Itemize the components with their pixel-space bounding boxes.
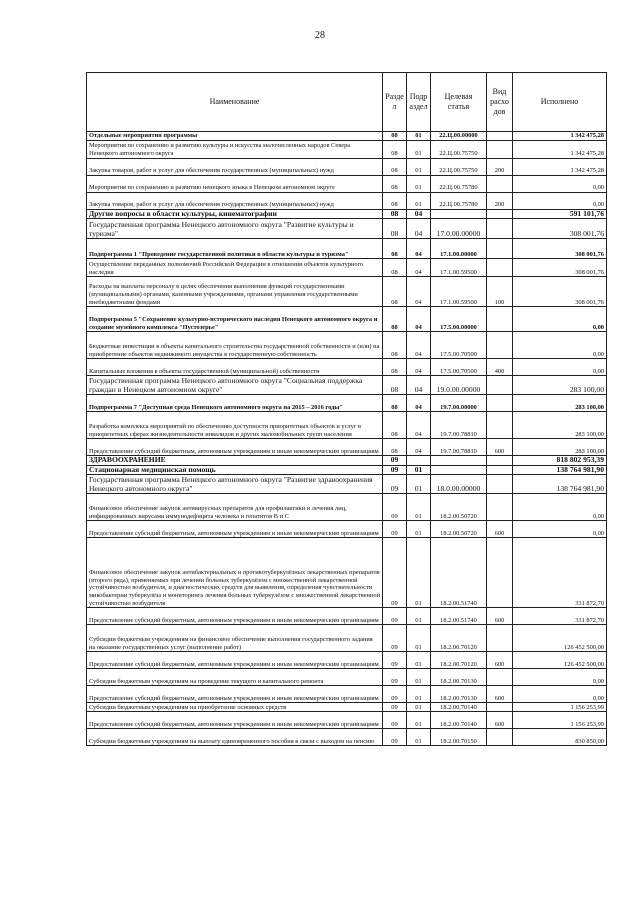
- cell-target-article: 22.Ц.00.00000: [431, 132, 487, 141]
- cell-expense-type: 600: [487, 712, 513, 729]
- cell-executed: 1 342 475,28: [513, 158, 607, 175]
- cell-name: Государственная программа Ненецкого автономного округа "Социальная поддержка граждан в Ненецком автономном округе": [87, 376, 383, 395]
- cell-subsection: 01: [407, 669, 431, 686]
- table-row: [87, 465, 607, 475]
- cell-expense-type: [487, 132, 513, 141]
- table-header-row: [87, 73, 607, 132]
- cell-section: 08: [383, 219, 407, 239]
- header-subsection: Подр аздел: [407, 73, 431, 132]
- cell-subsection: 04: [407, 412, 431, 439]
- cell-subsection: 04: [407, 219, 431, 239]
- cell-target-article: 17.1.00.59500: [431, 259, 487, 277]
- cell-section: 08: [383, 412, 407, 439]
- cell-target-article: 19.7.00.78810: [431, 439, 487, 456]
- cell-name: Субсидии бюджетным учреждениям на проведение текущего и капитального ремонта: [87, 669, 383, 686]
- header-section: Разде л: [383, 73, 407, 132]
- cell-section: 08: [383, 239, 407, 259]
- cell-target-article: 19.0.00.00000: [431, 376, 487, 395]
- cell-expense-type: 600: [487, 439, 513, 456]
- cell-section: 08: [383, 175, 407, 192]
- cell-name: Государственная программа Ненецкого автономного округа "Развитие культуры и туризма": [87, 219, 383, 239]
- cell-section: 08: [383, 376, 407, 395]
- cell-section: 09: [383, 475, 407, 494]
- cell-target-article: 18.2.00.70150: [431, 729, 487, 746]
- cell-executed: 0,00: [513, 669, 607, 686]
- cell-executed: 283 100,00: [513, 439, 607, 456]
- cell-target-article: 22.Ц.00.75750: [431, 140, 487, 158]
- cell-section: 09: [383, 669, 407, 686]
- cell-expense-type: 400: [487, 359, 513, 376]
- cell-name: Предоставление субсидий бюджетным, автономным учреждениям и иным некоммерческим организациям: [87, 686, 383, 703]
- cell-target-article: 18.0.00.00000: [431, 475, 487, 494]
- table-row: [87, 475, 607, 494]
- cell-target-article: 17.5.00.00000: [431, 307, 487, 332]
- cell-expense-type: 600: [487, 608, 513, 625]
- cell-target-article: 18.2.00.50720: [431, 494, 487, 521]
- cell-executed: 283 100,00: [513, 412, 607, 439]
- cell-name: Финансовое обеспечение закупок антибактериальных и противотуберкулёзных лекарственных препаратов (второго ряда), применяемых при лечении больных туберкулёзом с множественной лекарственной устойчивостью возбудителя, и диагностических средств для выявления, определения чувствительности микобактерии туберкулёза и мониторинга лечения больных туберкулёзом с множественной лекарственной устойчивостью возбудителя: [87, 538, 383, 608]
- table-row: [87, 219, 607, 239]
- cell-executed: 591 101,76: [513, 209, 607, 219]
- cell-executed: 283 100,00: [513, 395, 607, 412]
- cell-target-article: 17.5.00.70500: [431, 359, 487, 376]
- cell-subsection: [407, 456, 431, 466]
- table-row: [87, 277, 607, 307]
- cell-target-article: 18.2.00.70140: [431, 703, 487, 712]
- cell-executed: 0,00: [513, 359, 607, 376]
- cell-name: Государственная программа Ненецкого автономного округа "Развитие здравоохранения Ненецкого автономного округа": [87, 475, 383, 494]
- cell-name: Капитальные вложения в объекты государственной (муниципальной) собственности: [87, 359, 383, 376]
- header-executed: Исполнено: [513, 73, 607, 132]
- cell-subsection: 01: [407, 140, 431, 158]
- cell-subsection: 04: [407, 277, 431, 307]
- header-name: Наименование: [87, 73, 383, 132]
- cell-name: Подпрограмма 7 "Доступная среда Ненецкого автономного округа на 2015 – 2016 годы": [87, 395, 383, 412]
- cell-subsection: 01: [407, 538, 431, 608]
- cell-executed: 1 156 253,99: [513, 703, 607, 712]
- budget-execution-table: [86, 72, 607, 746]
- cell-expense-type: [487, 456, 513, 466]
- cell-target-article: 18.2.00.70130: [431, 686, 487, 703]
- cell-subsection: 04: [407, 239, 431, 259]
- table-row: [87, 521, 607, 538]
- table-row: [87, 158, 607, 175]
- cell-expense-type: [487, 209, 513, 219]
- cell-target-article: 17.0.00.00000: [431, 219, 487, 239]
- table-row: [87, 494, 607, 521]
- cell-name: Другие вопросы в области культуры, кинематографии: [87, 209, 383, 219]
- table-row: [87, 332, 607, 359]
- cell-name: Предоставление субсидий бюджетным, автономным учреждениям и иным некоммерческим организациям: [87, 608, 383, 625]
- cell-name: Закупка товаров, работ и услуг для обеспечения государственных (муниципальных) нужд: [87, 158, 383, 175]
- cell-section: 08: [383, 140, 407, 158]
- cell-expense-type: [487, 538, 513, 608]
- cell-target-article: 17.5.00.70500: [431, 332, 487, 359]
- table-row: [87, 239, 607, 259]
- cell-expense-type: 200: [487, 192, 513, 209]
- cell-section: 08: [383, 132, 407, 141]
- cell-executed: 283 100,00: [513, 376, 607, 395]
- cell-subsection: 04: [407, 359, 431, 376]
- cell-expense-type: [487, 376, 513, 395]
- cell-section: 09: [383, 494, 407, 521]
- cell-section: 08: [383, 307, 407, 332]
- cell-subsection: 04: [407, 395, 431, 412]
- cell-expense-type: [487, 259, 513, 277]
- cell-target-article: 18.2.00.70140: [431, 712, 487, 729]
- table-row: [87, 192, 607, 209]
- cell-name: Бюджетные инвестиции в объекты капитального строительства государственной собственности и (или) на приобретение объектов недвижимого имущества в государственную собственность: [87, 332, 383, 359]
- cell-section: 08: [383, 209, 407, 219]
- table-row: [87, 376, 607, 395]
- cell-subsection: 01: [407, 625, 431, 652]
- cell-executed: 0,00: [513, 686, 607, 703]
- cell-name: Субсидии бюджетным учреждениям на финансовое обеспечение выполнения государственного задания на оказание государственных услуг (выполнение работ): [87, 625, 383, 652]
- cell-name: ЗДРАВООХРАНЕНИЕ: [87, 456, 383, 466]
- cell-section: 08: [383, 332, 407, 359]
- table-row: [87, 140, 607, 158]
- cell-name: Стационарная медицинская помощь: [87, 465, 383, 475]
- cell-subsection: 01: [407, 465, 431, 475]
- cell-expense-type: [487, 494, 513, 521]
- cell-expense-type: 600: [487, 521, 513, 538]
- cell-subsection: 01: [407, 729, 431, 746]
- cell-target-article: [431, 456, 487, 466]
- cell-name: Подпрограмма 5 "Сохранение культурно-исторического наследия Ненецкого автономного округа и создание музейного комплекса "Пустозерье": [87, 307, 383, 332]
- cell-section: 09: [383, 729, 407, 746]
- cell-name: Субсидии бюджетным учреждениям на выплату единовременного пособия в связи с выходом на пенсию: [87, 729, 383, 746]
- table-row: [87, 669, 607, 686]
- cell-executed: 0,00: [513, 521, 607, 538]
- cell-expense-type: [487, 729, 513, 746]
- cell-subsection: 01: [407, 475, 431, 494]
- cell-subsection: 01: [407, 608, 431, 625]
- table-row: [87, 175, 607, 192]
- cell-subsection: 04: [407, 259, 431, 277]
- table-row: [87, 439, 607, 456]
- cell-section: 09: [383, 686, 407, 703]
- cell-executed: 818 802 953,39: [513, 456, 607, 466]
- cell-subsection: 01: [407, 494, 431, 521]
- cell-subsection: 01: [407, 652, 431, 669]
- cell-subsection: 01: [407, 192, 431, 209]
- cell-expense-type: [487, 669, 513, 686]
- cell-executed: 1 342 475,28: [513, 132, 607, 141]
- cell-target-article: 17.1.00.00000: [431, 239, 487, 259]
- cell-target-article: 18.2.00.70120: [431, 652, 487, 669]
- cell-subsection: 01: [407, 712, 431, 729]
- cell-expense-type: [487, 412, 513, 439]
- cell-executed: 126 452 500,00: [513, 652, 607, 669]
- cell-target-article: [431, 465, 487, 475]
- table-row: [87, 395, 607, 412]
- cell-name: Предоставление субсидий бюджетным, автономным учреждениям и иным некоммерческим организациям: [87, 439, 383, 456]
- cell-section: 09: [383, 625, 407, 652]
- cell-subsection: 04: [407, 209, 431, 219]
- cell-section: 08: [383, 395, 407, 412]
- cell-name: Закупка товаров, работ и услуг для обеспечения государственных (муниципальных) нужд: [87, 192, 383, 209]
- cell-name: Мероприятия по сохранению и развитию культуры и искусства малочисленных народов Севера Ненецкого автономного округа: [87, 140, 383, 158]
- cell-expense-type: [487, 307, 513, 332]
- cell-executed: 0,00: [513, 175, 607, 192]
- cell-executed: 308 001,76: [513, 239, 607, 259]
- cell-executed: 1 156 253,99: [513, 712, 607, 729]
- table-row: [87, 538, 607, 608]
- cell-executed: 308 001,76: [513, 259, 607, 277]
- cell-section: 08: [383, 158, 407, 175]
- table-row: [87, 652, 607, 669]
- cell-section: 08: [383, 359, 407, 376]
- cell-name: Отдельные мероприятия программы: [87, 132, 383, 141]
- cell-name: Разработка комплекса мероприятий по обеспечению доступности приоритетных объектов и услуг в приоритетных сферах жизнедеятельности инвалидов и других маломобильных групп населения: [87, 412, 383, 439]
- header-target-article: Целевая статья: [431, 73, 487, 132]
- table-row: [87, 209, 607, 219]
- cell-executed: 138 764 981,90: [513, 465, 607, 475]
- cell-subsection: 04: [407, 332, 431, 359]
- cell-section: 08: [383, 259, 407, 277]
- cell-target-article: 17.1.00.59500: [431, 277, 487, 307]
- cell-target-article: 18.2.00.70120: [431, 625, 487, 652]
- cell-subsection: 01: [407, 132, 431, 141]
- cell-expense-type: [487, 465, 513, 475]
- cell-name: Осуществление переданных полномочий Российской Федерации в отношении объектов культурного наследия: [87, 259, 383, 277]
- table-row: [87, 625, 607, 652]
- cell-target-article: 18.2.00.51740: [431, 538, 487, 608]
- cell-subsection: 04: [407, 307, 431, 332]
- table-row: [87, 703, 607, 712]
- cell-executed: 0,00: [513, 307, 607, 332]
- cell-target-article: [431, 209, 487, 219]
- cell-expense-type: [487, 395, 513, 412]
- cell-executed: 308 001,76: [513, 277, 607, 307]
- cell-executed: 331 872,70: [513, 538, 607, 608]
- cell-executed: 138 764 981,90: [513, 475, 607, 494]
- cell-executed: 1 342 475,28: [513, 140, 607, 158]
- cell-expense-type: [487, 475, 513, 494]
- cell-expense-type: [487, 239, 513, 259]
- cell-target-article: 18.2.00.51740: [431, 608, 487, 625]
- cell-name: Расходы на выплаты персоналу в целях обеспечения выполнения функций государственными (муниципальными) органами, казенными учреждениями, органами управления государственными внебюджетными фондами: [87, 277, 383, 307]
- cell-executed: 331 872,70: [513, 608, 607, 625]
- cell-subsection: 04: [407, 376, 431, 395]
- cell-expense-type: 600: [487, 652, 513, 669]
- cell-section: 08: [383, 439, 407, 456]
- table-row: [87, 307, 607, 332]
- cell-subsection: 01: [407, 703, 431, 712]
- cell-section: 09: [383, 538, 407, 608]
- cell-subsection: 01: [407, 175, 431, 192]
- cell-expense-type: 600: [487, 686, 513, 703]
- cell-section: 09: [383, 652, 407, 669]
- table-row: [87, 729, 607, 746]
- page-number: 28: [315, 30, 325, 41]
- table-row: [87, 608, 607, 625]
- cell-executed: 126 452 500,00: [513, 625, 607, 652]
- table-row: [87, 456, 607, 466]
- cell-executed: 0,00: [513, 494, 607, 521]
- cell-section: 09: [383, 608, 407, 625]
- cell-subsection: 01: [407, 686, 431, 703]
- table-row: [87, 132, 607, 141]
- cell-section: 09: [383, 703, 407, 712]
- cell-executed: 830 850,00: [513, 729, 607, 746]
- cell-executed: 0,00: [513, 332, 607, 359]
- cell-target-article: 18.2.00.70130: [431, 669, 487, 686]
- cell-name: Субсидии бюджетным учреждениям на приобретение основных средств: [87, 703, 383, 712]
- cell-subsection: 01: [407, 158, 431, 175]
- cell-target-article: 22.Ц.00.75780: [431, 175, 487, 192]
- cell-expense-type: 100: [487, 277, 513, 307]
- cell-section: 09: [383, 712, 407, 729]
- cell-subsection: 01: [407, 521, 431, 538]
- cell-expense-type: [487, 703, 513, 712]
- cell-target-article: 19.7.00.00000: [431, 395, 487, 412]
- cell-name: Подпрограмма 1 "Проведение государственной политики в области культуры и туризма": [87, 239, 383, 259]
- cell-name: Финансовое обеспечение закупок антивирусных препаратов для профилактики и лечения лиц, инфицированных вирусами иммунодефицита человека и гепатитов В и С: [87, 494, 383, 521]
- cell-target-article: 22.Ц.00.75750: [431, 158, 487, 175]
- cell-section: 09: [383, 456, 407, 466]
- table-row: [87, 686, 607, 703]
- table-row: [87, 259, 607, 277]
- cell-expense-type: [487, 140, 513, 158]
- cell-subsection: 04: [407, 439, 431, 456]
- table-body: [87, 132, 607, 746]
- cell-section: 08: [383, 192, 407, 209]
- cell-target-article: 22.Ц.00.75780: [431, 192, 487, 209]
- cell-target-article: 18.2.00.50720: [431, 521, 487, 538]
- cell-target-article: 19.7.00.78810: [431, 412, 487, 439]
- cell-executed: 308 001,76: [513, 219, 607, 239]
- cell-expense-type: [487, 175, 513, 192]
- cell-name: Предоставление субсидий бюджетным, автономным учреждениям и иным некоммерческим организациям: [87, 521, 383, 538]
- cell-name: Предоставление субсидий бюджетным, автономным учреждениям и иным некоммерческим организациям: [87, 712, 383, 729]
- cell-executed: 0,00: [513, 192, 607, 209]
- cell-section: 09: [383, 465, 407, 475]
- header-expense-type: Вид расхо дов: [487, 73, 513, 132]
- cell-section: 09: [383, 521, 407, 538]
- cell-expense-type: [487, 625, 513, 652]
- table-row: [87, 359, 607, 376]
- cell-name: Мероприятия по сохранению и развитию ненецкого языка в Ненецком автономном округе: [87, 175, 383, 192]
- cell-section: 08: [383, 277, 407, 307]
- cell-expense-type: 200: [487, 158, 513, 175]
- table-row: [87, 712, 607, 729]
- cell-expense-type: [487, 219, 513, 239]
- table-row: [87, 412, 607, 439]
- cell-name: Предоставление субсидий бюджетным, автономным учреждениям и иным некоммерческим организациям: [87, 652, 383, 669]
- cell-expense-type: [487, 332, 513, 359]
